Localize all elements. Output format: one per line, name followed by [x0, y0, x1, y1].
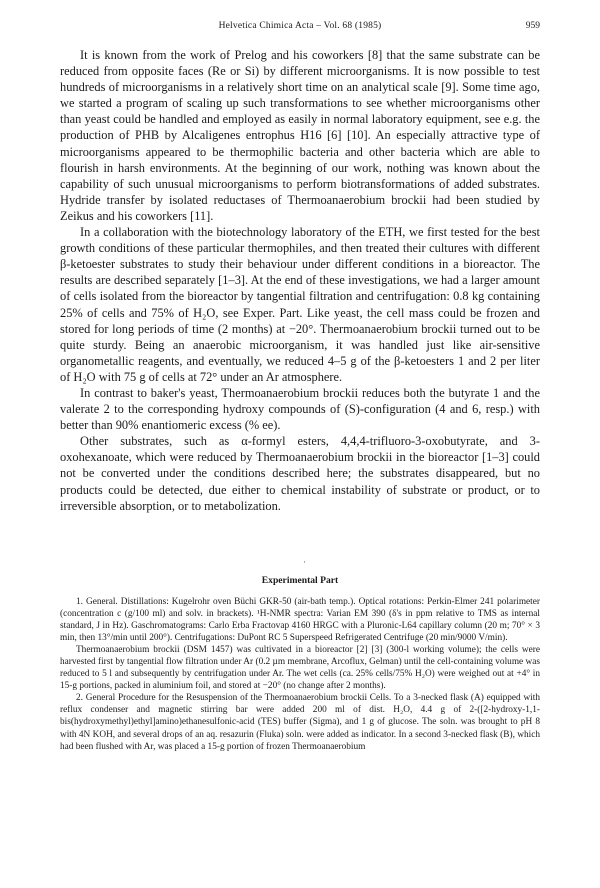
- journal-title: Helvetica Chimica Acta – Vol. 68 (1985): [218, 21, 382, 31]
- exp-paragraph-3: 2. General Procedure for the Resuspension of the Thermoanaerobium brockii Cells. To a 3-necked flask (A) equipped with reflux condenser and magnetic stirring bar were added 200 ml of dist. H₂O, 4.4 g of 2-([2-hydroxy-1,1-bis(hydroxymethyl)ethyl]amino)ethanesulfonic-acid (TES) buffer (Sigma), and 1 g of glucose. The soln. was brought to pH 8 with 4N KOH, and several drops of an aq. resazurin (Fluka) soln. were added as indicator. In a second 3-necked flask (B), which had been flushed with Ar, was placed a 15-g portion of frozen Thermoanaerobium: [60, 693, 540, 752]
- exp-paragraph-1: 1. General. Distillations: Kugelrohr oven Büchi GKR-50 (air-bath temp.). Optical rotations: Perkin-Elmer 241 polarimeter (concentration c (g/100 ml) and solv. in brackets). ¹H-NMR spectra: Varian EM 390 (δ's in ppm relative to TMS as internal standard, J in Hz). Gaschromatograms: Carlo Erba Fractovap 4160 HRGC with a Pluronic-L64 capillary column (20 m; 70° × 3 min, then 13°/min until 200°). Centrifugations: DuPont RC 5 Superspeed Refrigerated Centrifuge (20 min/9000 V/min).: [60, 597, 540, 644]
- stray-mark: ·: [303, 557, 306, 567]
- section-heading: Experimental Part: [261, 575, 339, 586]
- exp-paragraph-2: Thermoanaerobium brockii (DSM 1457) was cultivated in a bioreactor [2] [3] (300-l working volume); the cells were harvested first by tangential flow filtration under Ar (0.2 µm membrane, Arcoflux, Gelman) until the cell-containing volume was reduced to 5 l and subsequently by centrifugation under Ar. The wet cells (ca. 25% cells/75% H₂O) were weighed out at +4° in 15-g portions, packed in aluminium foil, and stored at −20° (no change after 2 months).: [60, 645, 540, 692]
- page-number: 959: [525, 21, 540, 31]
- paragraph-2: In a collaboration with the biotechnology laboratory of the ETH, we first tested for the best growth conditions of these particular thermophiles, and then treated their cultures with different β-ketoester substrates to study their behaviour under different conditions in a bioreactor. The results are described separately [1–3]. At the end of these investigations, we had a larger amount of cells isolated from the bioreactor by tangential filtration and centrifugation: 0.8 kg containing 25% of cells and 75% of H₂O, see Exper. Part. Like yeast, the cell mass could be frozen and stored for long periods of time (2 months) at −20°. Thermoanaerobium brockii turned out to be quite sturdy. Being an anaerobic microorganism, it was handled just like air-sensitive organometallic reagents, and eventually, we reduced 4–5 g of the β-ketoesters 1 and 2 per liter of H₂O with 75 g of cells at 72° under an Ar atmosphere.: [60, 225, 540, 384]
- experimental-text: [60, 596, 540, 753]
- paragraph-4: Other substrates, such as α-formyl esters, 4,4,4-trifluoro-3-oxobutyrate, and 3-oxohexanoate, which were reduced by Thermoanaerobium brockii in the bioreactor [1–3] could not be converted under the conditions described here; the substrates disappeared, but no products could be detected, due either to chemical instability of substrate or product, or to irreversible absorption, or to metabolization.: [60, 434, 540, 513]
- paragraph-1: It is known from the work of Prelog and his coworkers [8] that the same substrate can be reduced from opposite faces (Re or Si) by different microorganisms. It is now possible to test hundreds of microorganisms in a relatively short time on an analytical scale [9]. Some time ago, we started a program of scaling up such transformations to see whether microorganisms other than yeast could be handled and employed as easily in normal laboratory equipment, see e.g. the production of PHB by Alcaligenes entrophus H16 [6] [10]. An especially attractive type of microorganisms appeared to be thermophilic bacteria and other bacteria which are able to flourish in harsh environments. At the beginning of our work, nothing was known about the capability of such unusual microorganisms to perform biotransformations of added substrates. Hydride transfer by isolated reductases of Thermoanaerobium brockii had been studied by Zeikus and his coworkers [11].: [60, 48, 540, 223]
- main-text: [60, 47, 540, 514]
- paragraph-3: In contrast to baker's yeast, Thermoanaerobium brockii reduces both the butyrate 1 and the valerate 2 to the corresponding hydroxy compounds of (S)-configuration (4 and 6, resp.) with better than 90% enantiomeric excess (% ee).: [60, 385, 540, 433]
- running-header: [60, 20, 540, 32]
